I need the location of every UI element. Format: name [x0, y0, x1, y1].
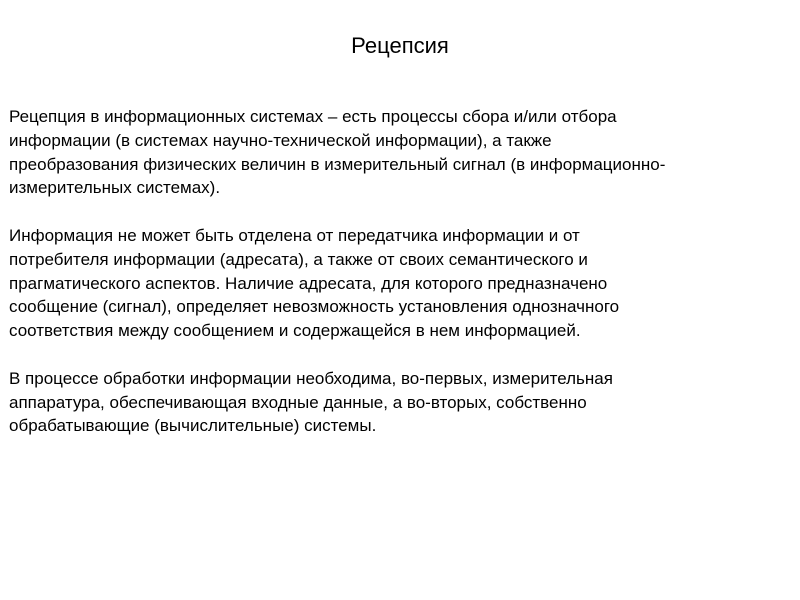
text-line: прагматического аспектов. Наличие адресата, для которого предназначено	[9, 273, 608, 293]
text-line: сообщение (сигнал), определяет невозможность установления однозначного	[9, 297, 620, 317]
text-line: измерительных системах).	[9, 178, 221, 198]
text-line: Информация не может быть отделена от передатчика информации и от	[9, 225, 580, 245]
text-line: информации (в системах научно-технической информации), а также	[9, 130, 552, 150]
paragraph-processing-equipment	[9, 367, 795, 438]
text-line: обрабатывающие (вычислительные) системы.	[9, 416, 377, 436]
paragraph-information-addressee	[9, 224, 795, 343]
text-line: Рецепция в информационных системах – есть процессы сбора и/или отбора	[9, 107, 617, 126]
text-line: В процессе обработки информации необходима, во-первых, измерительная	[9, 368, 613, 388]
text-line: аппаратура, обеспечивающая входные данные, а во-вторых, собственно	[9, 392, 587, 412]
text-line: потребителя информации (адресата), а также от своих семантического и	[9, 249, 588, 269]
slide-title: Рецепсия	[351, 33, 449, 58]
slide-body	[9, 105, 795, 462]
text-line: преобразования физических величин в измерительный сигнал (в информационно-	[9, 154, 666, 174]
text-line: соответствия между сообщением и содержащейся в нем информацией.	[9, 321, 581, 341]
paragraph-reception-definition	[9, 105, 795, 200]
